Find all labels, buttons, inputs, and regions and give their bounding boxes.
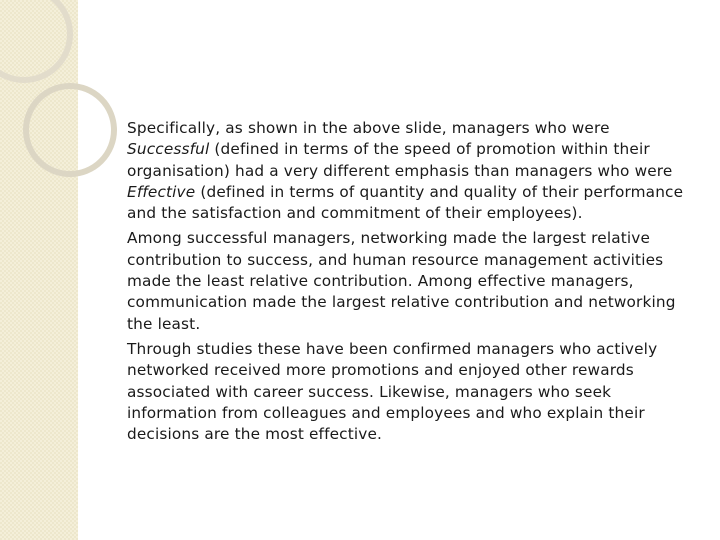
paragraph-definitions-part2: (defined in terms of the speed of promotion within their organisation) had a very different emphasis than managers who were [127, 140, 673, 180]
paragraph-definitions-part3: (defined in terms of quantity and quality of their performance and the satisfaction and commitment of their employees). [127, 182, 684, 223]
small-ring-shape [26, 86, 114, 174]
term-successful: Successful [127, 140, 210, 159]
slide-body-text [127, 118, 695, 449]
large-ring-shape [0, 0, 70, 80]
term-effective: Effective [127, 182, 196, 201]
paragraph-definitions [127, 118, 695, 224]
decorative-rings [0, 0, 120, 200]
paragraph-contributions: Among successful managers, networking made the largest relative contribution to success, and human resource management activities made the least relative contribution. Among effective managers, communication made the largest relative contribution and networking the least. [127, 229, 676, 333]
paragraph-studies: Through studies these have been confirmed managers who actively networked received more promotions and enjoyed other rewards associated with career success. Likewise, managers who seek information from colleagues and employees and who explain their decisions are the most effective. [127, 339, 658, 444]
paragraph-definitions-part1: Specifically, as shown in the above slide, managers who were [127, 119, 610, 137]
